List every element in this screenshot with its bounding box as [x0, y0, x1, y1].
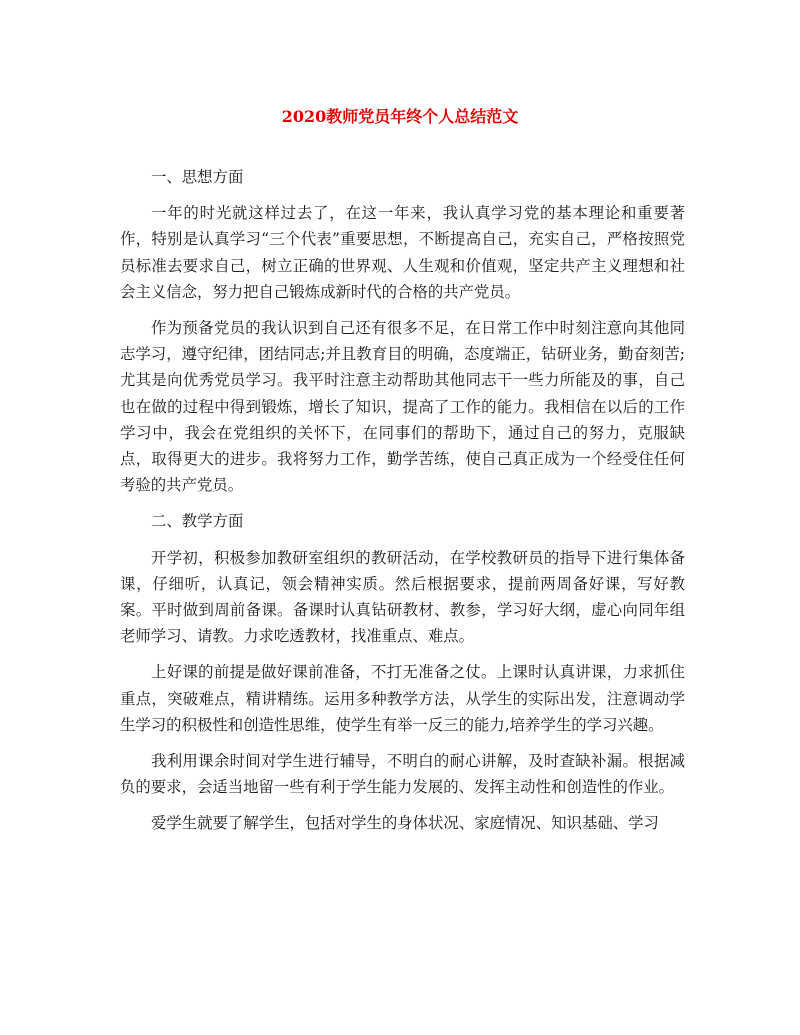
paragraph-4: 上好课的前提是做好课前准备，不打无准备之仗。上课时认真讲课，力求抓住重点，突破难点，精讲精练。运用多种教学方法，从学生的实际出发，注意调动学生学习的积极性和创造性思维，使学生有举一反三的能力,培养学生的学习兴趣。 — [120, 663, 685, 734]
document-body — [120, 164, 685, 847]
section-heading-thought: 一、思想方面 — [151, 168, 244, 186]
paragraph-3: 开学初，积极参加教研室组织的教研活动，在学校教研员的指导下进行集体备课，仔细听，认真记，领会精神实质。然后根据要求，提前两周备好课，写好教案。平时做到周前备课。备课时认真钻研教材、教参，学习好大纲，虚心向同年组老师学习、请教。力求吃透教材，找准重点、难点。 — [120, 548, 685, 646]
section-heading-teaching: 二、教学方面 — [151, 512, 244, 531]
paragraph-1: 一年的时光就这样过去了，在这一年来，我认真学习党的基本理论和重要著作，特别是认真学习“三个代表”重要思想，不断提高自己，充实自己，严格按照党员标准去要求自己，树立正确的世界观、人生观和价值观，坚定共产主义理想和社会主义信念，努力把自己锻炼成新时代的合格的共产党员。 — [120, 204, 685, 301]
paragraph-6: 爱学生就要了解学生，包括对学生的身体状况、家庭情况、知识基础、学习 — [151, 814, 659, 833]
document-title: 2020教师党员年终个人总结范文 — [281, 107, 519, 126]
paragraph-5: 我利用课余时间对学生进行辅导，不明白的耐心讲解，及时查缺补漏。根据减负的要求，会适当地留一些有利于学生能力发展的、发挥主动性和创造性的作业。 — [120, 752, 685, 797]
paragraph-2: 作为预备党员的我认识到自己还有很多不足，在日常工作中时刻注意向其他同志学习，遵守纪律，团结同志;并且教育目的明确，态度端正，钻研业务，勤奋刻苦;尤其是向优秀党员学习。我平时注意主动帮助其他同志干一些力所能及的事，自己也在做的过程中得到锻炼，增长了知识，提高了工作的能力。我相信在以后的工作学习中，我会在党组织的关怀下，在同事们的帮助下，通过自己的努力，克服缺点，取得更大的进步。我将努力工作，勤学苦练，使自己真正成为一个经受住任何考验的共产党员。 — [120, 319, 685, 495]
